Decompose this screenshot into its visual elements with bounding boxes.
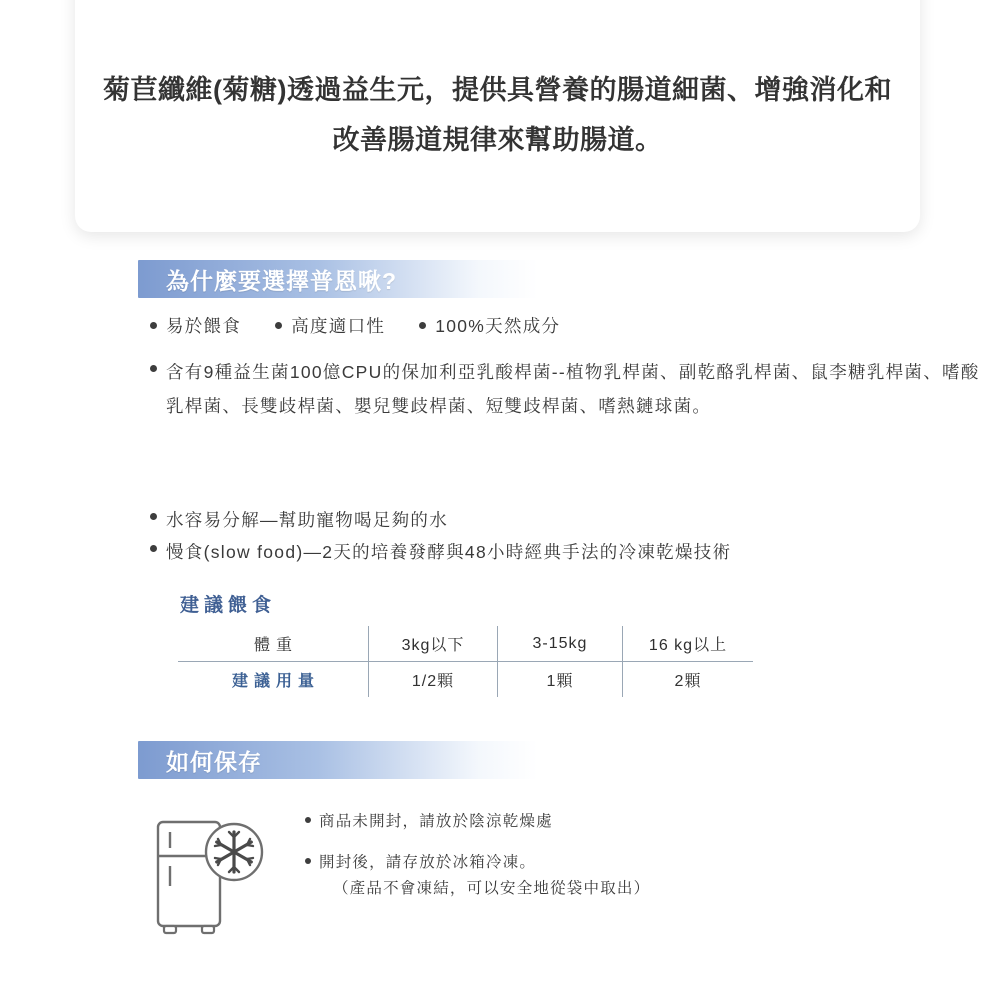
amount-cell-3: 2顆 [623, 662, 754, 698]
amount-cell-2: 1顆 [498, 662, 623, 698]
fridge-snowflake-icon [150, 812, 270, 942]
list-item [275, 313, 385, 338]
table-row [178, 662, 753, 698]
list-item [305, 808, 905, 835]
section-title-storage: 如何保存 [166, 748, 262, 775]
storage-bullet-text: 開封後，請存放於冰箱冷凍。 [319, 854, 537, 872]
bullet-dot-icon [305, 858, 311, 864]
column-header-1: 3kg以下 [369, 626, 498, 662]
section-header-storage [138, 741, 538, 779]
list-item [150, 503, 850, 537]
bullet-text: 水容易分解—幫助寵物喝足夠的水 [166, 510, 448, 530]
row-label-weight: 體重 [178, 626, 369, 662]
section-header-why [138, 260, 538, 298]
table-row [178, 626, 753, 662]
bullet-dot-icon [419, 322, 426, 329]
bullet-dot-icon [150, 322, 157, 329]
bullet-dot-icon [150, 545, 157, 552]
bullet-dot-icon [305, 817, 311, 823]
list-item [150, 355, 980, 423]
bullet-dot-icon [150, 513, 157, 520]
feature-label: 高度適口性 [291, 316, 386, 336]
bullet-dot-icon [150, 365, 157, 372]
section-title-why: 為什麼要選擇普恩啾? [166, 267, 398, 294]
feature-label: 易於餵食 [166, 316, 242, 336]
storage-note: （產品不會凍結，可以安全地從袋中取出） [333, 880, 651, 898]
list-item [419, 313, 560, 338]
intro-text: 菊苣纖維(菊糖)透過益生元，提供具營養的腸道細菌、增強消化和改善腸道規律來幫助腸道。 [103, 75, 892, 155]
bullet-text: 含有9種益生菌100億CPU的保加利亞乳酸桿菌--植物乳桿菌、副乾酪乳桿菌、鼠李糖乳桿菌、嗜酸乳桿菌、長雙歧桿菌、嬰兒雙歧桿菌、短雙歧桿菌、嗜熱鏈球菌。 [166, 362, 980, 417]
row-label-amount: 建議用量 [231, 673, 320, 690]
storage-bullet-text: 商品未開封，請放於陰涼乾燥處 [319, 813, 553, 830]
feature-label: 100%天然成分 [435, 316, 561, 336]
storage-bullet-list [305, 808, 905, 912]
amount-cell-1: 1/2顆 [369, 662, 498, 698]
column-header-3: 16 kg以上 [623, 626, 754, 662]
bullet-dot-icon [275, 322, 282, 329]
feeding-title: 建議餵食 [180, 595, 277, 616]
bullet-text: 慢食(slow food)—2天的培養發酵與48小時經典手法的冷凍乾燥技術 [166, 542, 732, 562]
list-item [150, 313, 241, 338]
column-header-2: 3-15kg [498, 626, 623, 662]
feeding-table [178, 626, 753, 697]
list-item [150, 535, 950, 569]
intro-card [75, 0, 920, 232]
inline-feature-list [150, 313, 594, 338]
list-item [305, 849, 905, 898]
